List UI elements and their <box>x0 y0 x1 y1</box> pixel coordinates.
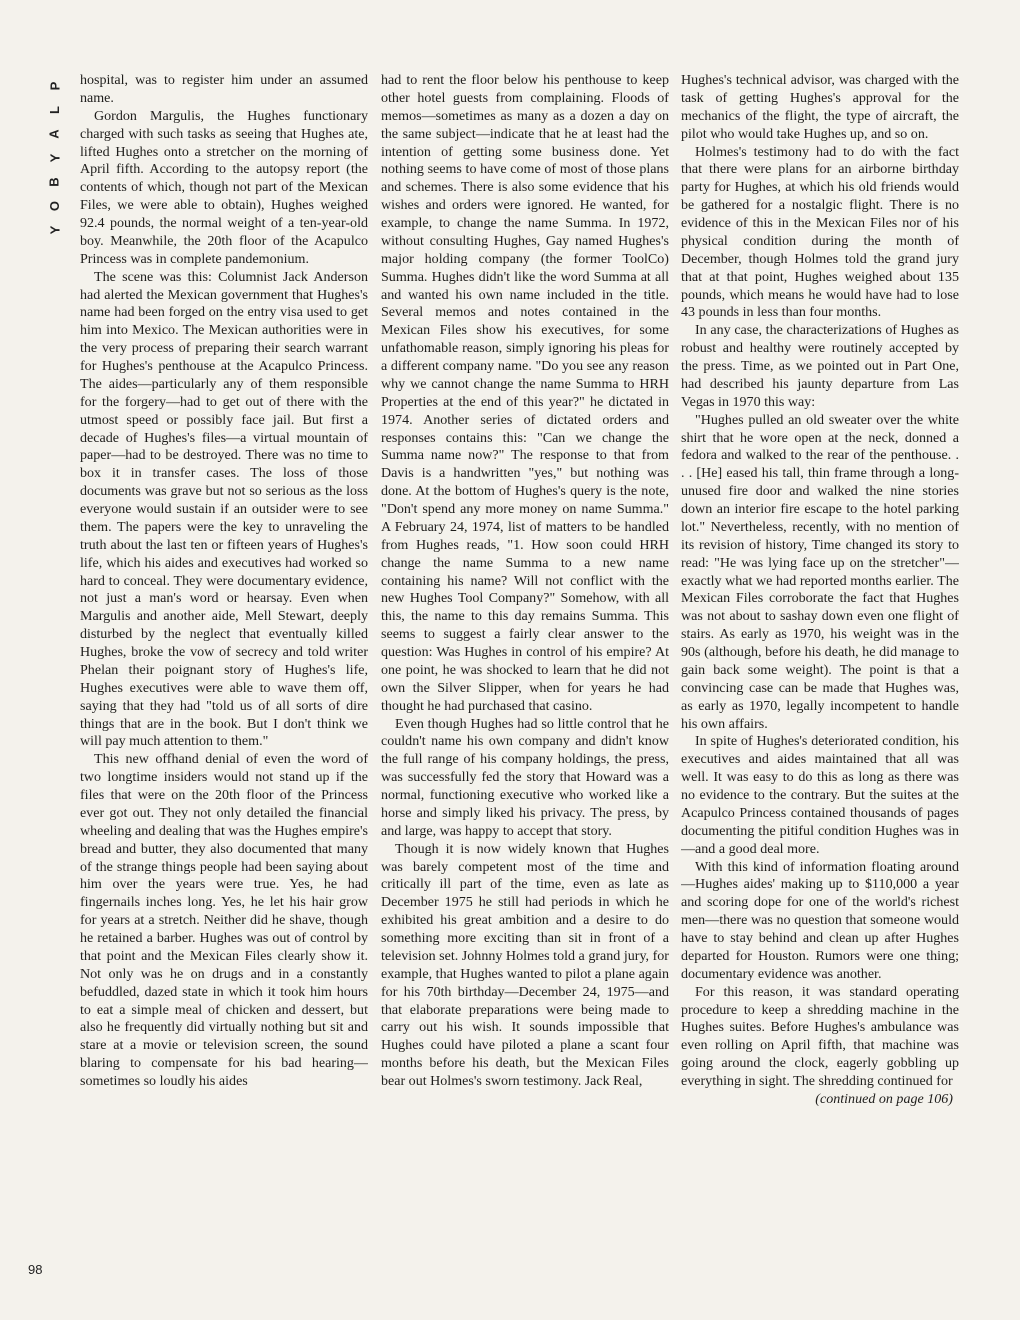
paragraph: Gordon Margulis, the Hughes functionary charged with such tasks as seeing that Hughes ate, lifted Hughes onto a stretcher on the morning of April fifth. According to the autopsy report (the contents of which, though not part of the Mexican Files, we were able to obtain), Hughes weighed 92.4 pounds, the normal weight of a ten-year-old boy. Meanwhile, the 20th floor of the Acapulco Princess was in complete pandemonium. <box>80 107 368 267</box>
paragraph: In any case, the characterizations of Hughes as robust and healthy were routinely accepted by the press. Time, as we pointed out in Part One, had described his jaunty departure from Las Vegas in 1970 this way: <box>681 322 959 410</box>
masthead-letter: Y <box>46 153 62 163</box>
paragraph: had to rent the floor below his penthouse to keep other hotel guests from complaining. Floods of memos—sometimes as many as a dozen a day on the same subject—indicate that he at least had the intention of getting some business done. Yet nothing seems to have come of most of those plans and schemes. There is also some evidence that his wishes and orders were ignored. He wanted, for example, to change the name Summa. In 1972, without consulting Hughes, Gay named Hughes's major holding company (the former ToolCo) Summa. Hughes didn't like the word Summa at all and wanted his own name included in the title. Several memos and notes contained in the Mexican Files show his executives, for some unfathomable reason, simply ignoring his pleas for a different company name. "Do you see any reason why we cannot change the name Summa to HRH Properties at the end of this year?" he dictated in 1974. Another series of dictated orders and responses contains this: "Can we change the Summa name now?" The response to that from Davis is a handwritten "yes," but nothing was done. At the bottom of Hughes's query is the note, "Don't spend any more money on name Summa." A February 24, 1974, list of matters to be handled from Hughes reads, "1. How soon could HRH change the name Summa to a new name containing his name? Will not conflict with the new Hughes Tool Company?" Somehow, with all this, the name to this day remains Summa. This seems to suggest a fairly clear answer to the question: Was Hughes in control of his empire? At one point, he was shocked to learn that he did not own the Silver Slipper, when for years he had thought he had purchased that casino. <box>381 72 669 714</box>
masthead-letter: P <box>46 81 62 91</box>
masthead-letter: Y <box>46 225 62 235</box>
text-column-3 <box>681 72 959 1277</box>
paragraph: This new offhand denial of even the word of two longtime insiders would not stand up if the files that were on the 20th floor of the Princess ever got out. They not only detailed the financial wheeling and dealing that was the Hughes empire's bread and butter, they also documented that many of the strange things people had been saying about him over the years were true. Yes, he had fingernails inches long. Yes, he let his hair grow for years at a stretch. Neither did he shave, though he retained a barber. Hughes was out of control by that point and the Mexican Files clearly show it. Not only was he on drugs and in a constantly befuddled, dazed state in which it took him hours to eat a simple meal of chicken and dessert, but also he frequently did virtually nothing but sit and stare at a movie or television screen, the sound blaring to compensate for his bad hearing—sometimes so loudly his aides <box>80 751 368 1089</box>
paragraph: Holmes's testimony had to do with the fact that there were plans for an airborne birthday party for Hughes, at which his old friends would be gathered for a nostalgic flight. There is no evidence of this in the Mexican Files nor of his physical condition during the month of December, though Holmes told the grand jury that at that point, Hughes weighed about 135 pounds, which means he would have had to lose 43 pounds in less than four months. <box>681 143 959 321</box>
paragraph: In spite of Hughes's deteriorated condition, his executives and aides maintained that all was well. It was easy to do this as long as there was no evidence to the contrary. But the suites at the Acapulco Princess contained thousands of pages documenting the pitiful condition Hughes was in—and a good deal more. <box>681 733 959 857</box>
paragraph: "Hughes pulled an old sweater over the white shirt that he wore open at the neck, donned a fedora and walked to the rear of the penthouse. . . . [He] eased his tall, thin frame through a long-unused fire door and walked the nine stories down an interior fire escape to the hotel parking lot." Nevertheless, recently, with no mention of its revision of history, Time changed its story to read: "He was lying face up on the stretcher"—exactly what we had reported months earlier. The Mexican Files corroborate the fact that Hughes was not about to sashay down even one flight of stairs. As early as 1970, his weight was in the 90s (although, before his death, he did manage to gain back some weight). The point is that a convincing case can be made that Hughes was, as early as 1970, legally incompetent to handle his own affairs. <box>681 411 959 732</box>
paragraph: For this reason, it was standard operating procedure to keep a shredding machine in the Hughes suites. Before Hughes's ambulance was even rolling on April fifth, that machine was going around the clock, eagerly gobbling up everything in sight. The shredding continued for <box>681 983 959 1089</box>
page-number: 98 <box>28 1262 43 1277</box>
masthead-letter: O <box>47 200 62 212</box>
text-column-1 <box>80 72 368 1277</box>
masthead-letter: B <box>46 177 62 187</box>
paragraph: hospital, was to register him under an assumed name. <box>80 72 368 106</box>
masthead-letter: A <box>46 129 62 139</box>
continued-notice: (continued on page 106) <box>815 1090 953 1107</box>
magazine-masthead <box>40 74 70 242</box>
paragraph: With this kind of information floating around—Hughes aides' making up to $110,000 a year and scoring dope for one of the world's richest men—there was no question that someone would have to stay behind and clean up after Hughes departed for Houston. Rumors were one thing; documentary evidence was another. <box>681 858 959 982</box>
masthead-letter: L <box>46 106 62 114</box>
paragraph: Even though Hughes had so little control that he couldn't name his own company and didn't know the full range of his company holdings, the press, was successfully fed the story that Howard was a normal, functioning executive who worked like a horse and simply liked his privacy. The press, by and large, was happy to accept that story. <box>381 715 669 839</box>
paragraph: The scene was this: Columnist Jack Anderson had alerted the Mexican government that Hughes's name had been forged on the entry visa used to get him into Mexico. The Mexican authorities were in the very process of preparing their search warrant for Hughes's penthouse at the Acapulco Princess. The aides—particularly any of them responsible for the forgery—had to get out of there with the utmost speed or possibly face jail. But first a decade of Hughes's files—a virtual mountain of paper—had to be destroyed. There was no time to box it in transfer cases. The loss of those documents was grave but not so serious as the loss everyone would sustain if an outsider were to see them. The papers were the key to unraveling the truth about the last ten or fifteen years of Hughes's life, which his aides and executives had worked so hard to conceal. They were documentary evidence, not just a man's word or hearsay. Even when Margulis and another aide, Mell Stewart, deeply disturbed by the neglect that eventually killed Hughes, broke the vow of secrecy and told writer Phelan their poignant story of Hughes's life, Hughes executives were able to wave them off, saying that they had "told us of all sorts of dire things that are in the book. But I don't think we will pay much attention to them." <box>80 268 368 750</box>
paragraph: Hughes's technical advisor, was charged with the task of getting Hughes's approval for the mechanics of the flight, the type of aircraft, the pilot who would take Hughes up, and so on. <box>681 72 959 142</box>
text-column-2 <box>381 72 669 1277</box>
paragraph: Though it is now widely known that Hughes was barely competent most of the time and critically ill part of the time, even as late as December 1975 he still had periods in which he exhibited his great ambition and a desire to do something more exciting than sit in front of a television set. Johnny Holmes told a grand jury, for example, that Hughes wanted to pilot a plane again for his 70th birthday—December 24, 1975—and that elaborate preparations were being made to carry out his wish. It sounds impossible that Hughes could have piloted a plane a scant four months before his death, but the Mexican Files bear out Holmes's sworn testimony. Jack Real, <box>381 840 669 1089</box>
